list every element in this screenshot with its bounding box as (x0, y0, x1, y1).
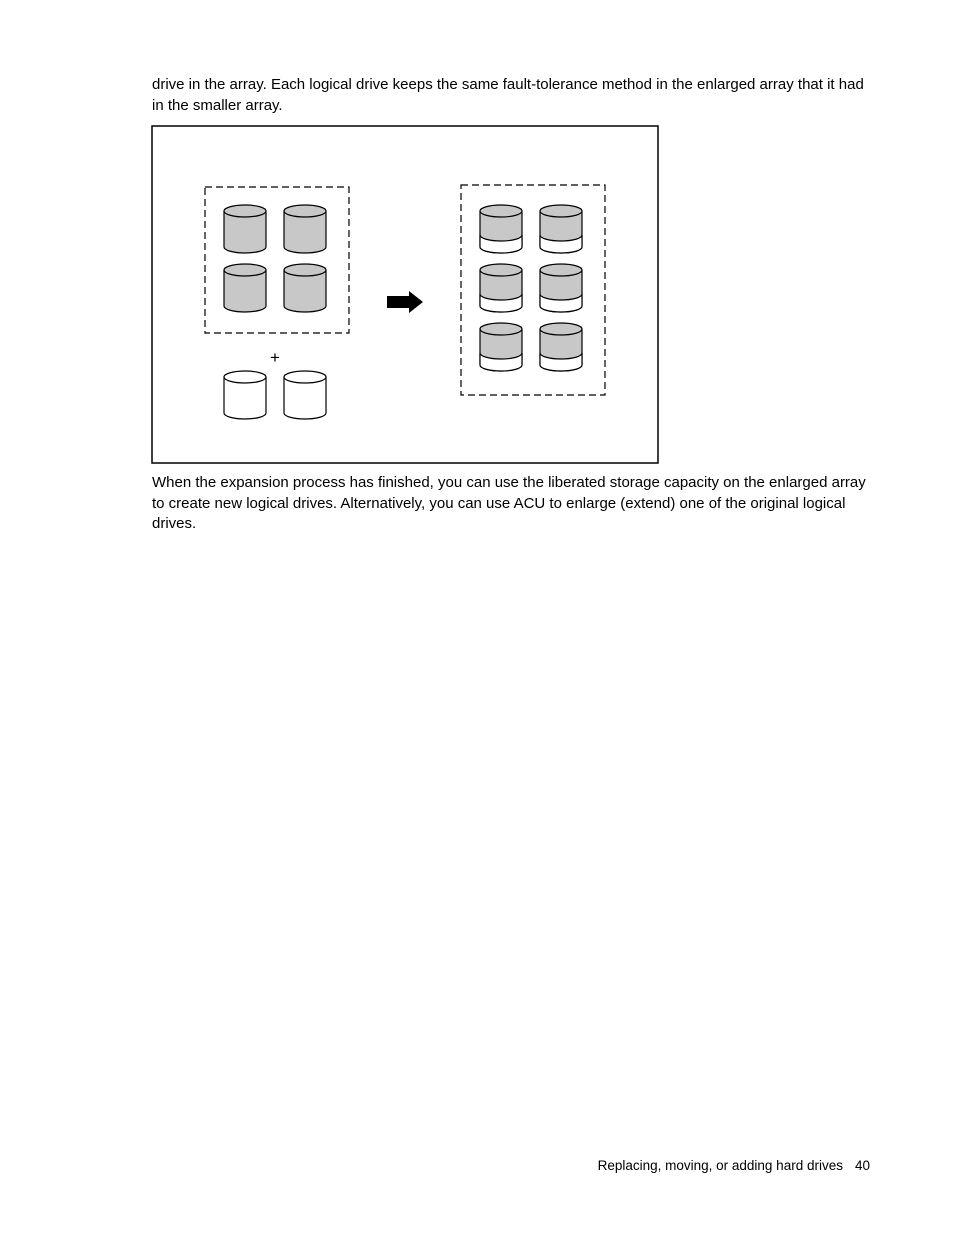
original-array-drives (224, 205, 326, 312)
body-paragraph-top: drive in the array. Each logical drive keeps the same fault-tolerance method in the enlarged array that it had in the smaller array. (152, 76, 864, 114)
plus-sign: + (270, 348, 280, 367)
page-number: 40 (854, 1158, 870, 1173)
expanded-array-drives (480, 205, 582, 371)
arrow-right-icon (387, 291, 423, 313)
drive-icon (224, 371, 266, 419)
drive-icon (540, 205, 582, 253)
drive-icon (480, 264, 522, 312)
page-footer (598, 1158, 870, 1173)
drive-icon (224, 264, 266, 312)
drive-icon (480, 323, 522, 371)
footer-section-title: Replacing, moving, or adding hard drives (597, 1158, 843, 1173)
drive-icon (224, 205, 266, 253)
body-paragraph-bottom: When the expansion process has finished, you can use the liberated storage capacity on the enlarged array to create new logical drives. Alternatively, you can use ACU to enlarge (extend) one of the original logical drives. (152, 474, 866, 532)
array-expansion-figure (151, 125, 659, 464)
drive-icon (540, 264, 582, 312)
drive-icon (284, 371, 326, 419)
added-drives (224, 371, 326, 419)
drive-icon (284, 264, 326, 312)
drive-icon (540, 323, 582, 371)
drive-icon (480, 205, 522, 253)
drive-icon (284, 205, 326, 253)
